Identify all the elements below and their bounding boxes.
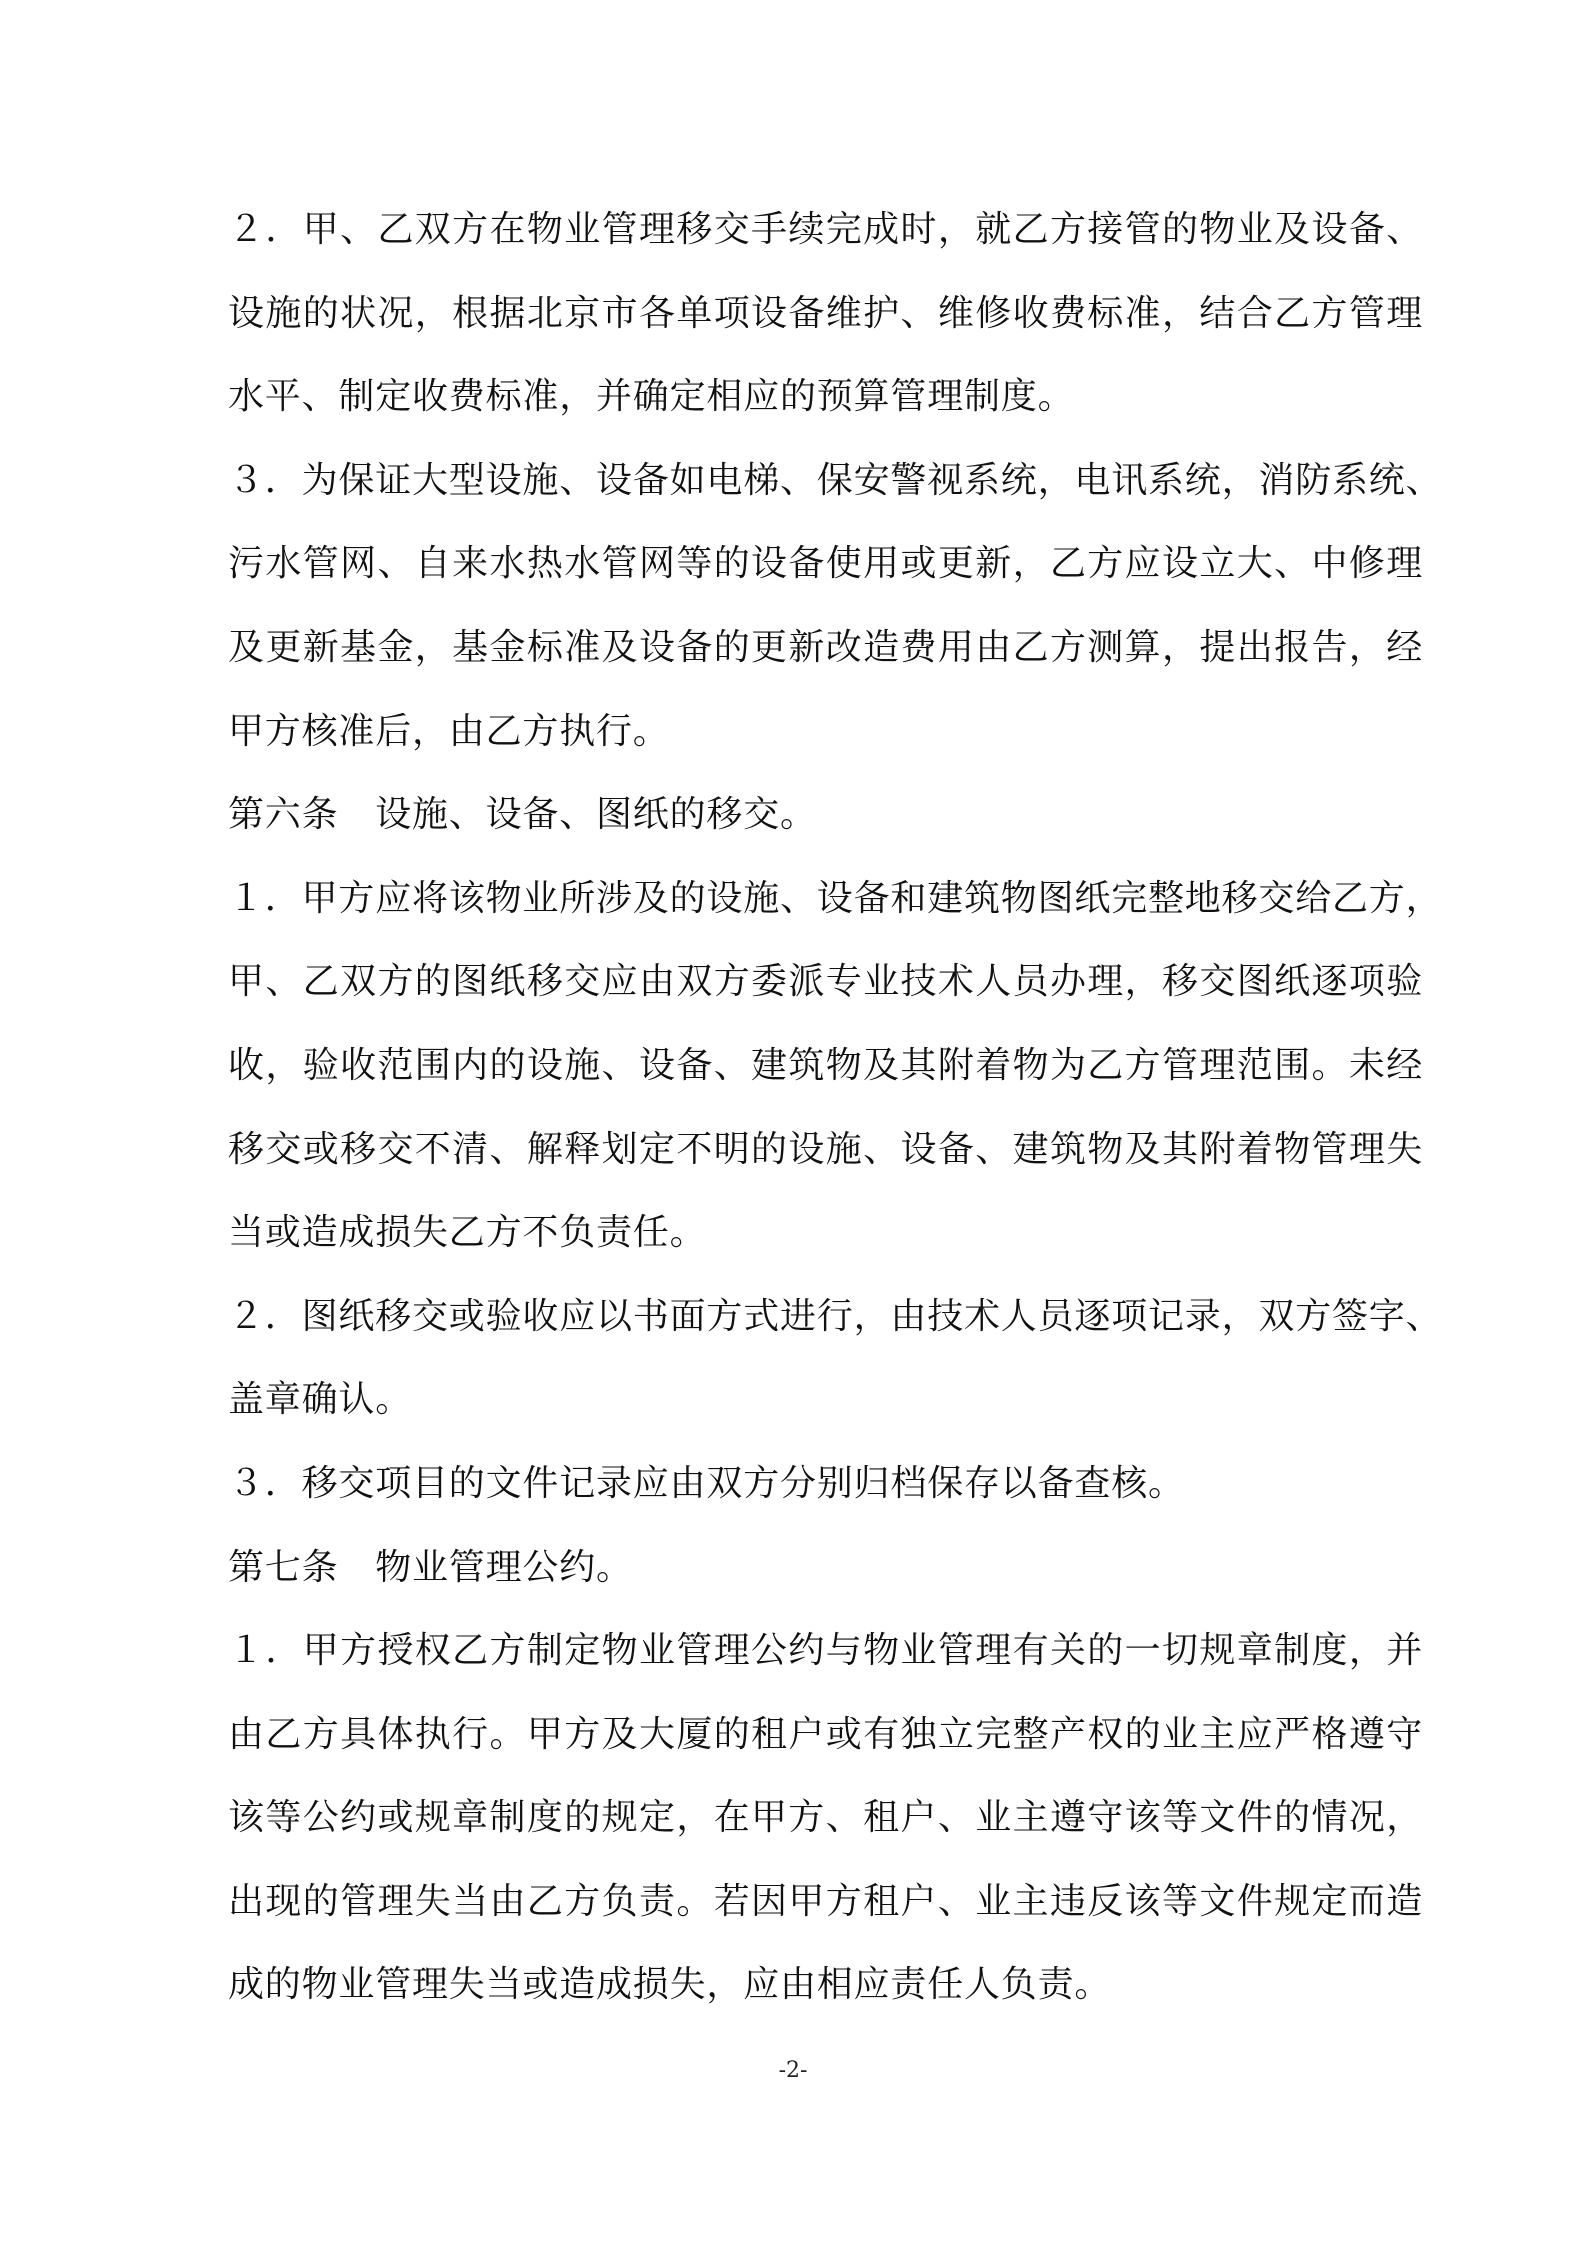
document-body [228, 188, 1443, 2027]
page-number: -2- [778, 2058, 808, 2083]
text-line: 及更新基金，基金标准及设备的更新改造费用由乙方测算，提出报告，经 [228, 626, 1423, 668]
text-line: 污水管网、自来水热水管网等的设备使用或更新，乙方应设立大、中修理 [228, 543, 1423, 585]
section-heading: 第七条 物业管理公约。 [228, 1546, 633, 1588]
text-line: 移交或移交不清、解释划定不明的设施、设备、建筑物及其附着物管理失 [228, 1128, 1423, 1170]
text-line: 成的物业管理失当或造成损失，应由相应责任人负责。 [228, 1964, 1112, 2006]
text-line: 由乙方具体执行。甲方及大厦的租户或有独立完整产权的业主应严格遵守 [228, 1713, 1423, 1755]
section-heading: 第六条 设施、设备、图纸的移交。 [228, 794, 817, 836]
text-line: 该等公约或规章制度的规定，在甲方、租户、业主遵守该等文件的情况， [228, 1797, 1423, 1839]
text-line: 盖章确认。 [228, 1379, 413, 1421]
text-line: 收，验收范围内的设施、设备、建筑物及其附着物为乙方管理范围。未经 [228, 1044, 1423, 1086]
text-line: 水平、制定收费标准，并确定相应的预算管理制度。 [228, 376, 1075, 418]
text-line: 甲方核准后，由乙方执行。 [228, 710, 670, 752]
text-line: １．甲方应将该物业所涉及的设施、设备和建筑物图纸完整地移交给乙方， [228, 877, 1443, 919]
text-line: 当或造成损失乙方不负责任。 [228, 1212, 707, 1254]
text-line: ３．为保证大型设施、设备如电梯、保安警视系统，电讯系统，消防系统、 [228, 459, 1443, 501]
text-line: 出现的管理失当由乙方负责。若因甲方租户、业主违反该等文件规定而造 [228, 1880, 1423, 1922]
text-line: 设施的状况，根据北京市各单项设备维护、维修收费标准，结合乙方管理 [228, 292, 1423, 334]
text-line: １．甲方授权乙方制定物业管理公约与物业管理有关的一切规章制度，并 [228, 1630, 1423, 1672]
text-line: ２．甲、乙双方在物业管理移交手续完成时，就乙方接管的物业及设备、 [228, 209, 1423, 250]
text-line: 甲、乙双方的图纸移交应由双方委派专业技术人员办理，移交图纸逐项验 [228, 961, 1423, 1003]
text-line: ３．移交项目的文件记录应由双方分别归档保存以备查核。 [228, 1462, 1185, 1504]
text-line: ２．图纸移交或验收应以书面方式进行，由技术人员逐项记录，双方签字、 [228, 1295, 1443, 1337]
